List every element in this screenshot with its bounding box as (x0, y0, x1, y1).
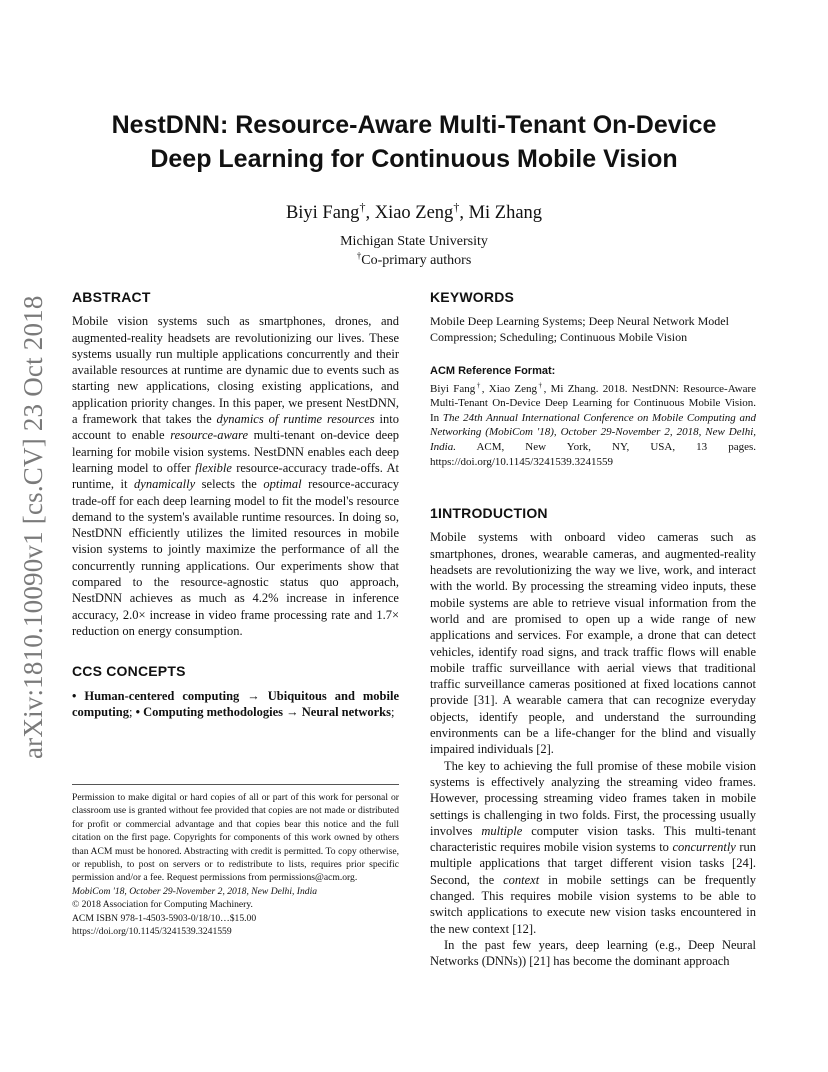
intro-paragraph-3: In the past few years, deep learning (e.g., Deep Neural Networks (DNNs)) [21] has become the dominant approach (430, 937, 756, 969)
acm-reference (430, 363, 756, 469)
introduction-section (430, 505, 756, 969)
keywords-heading: KEYWORDS (430, 289, 515, 305)
title-line-1: NestDNN: Resource-Aware Multi-Tenant On-Device (111, 111, 717, 139)
coprimary-text: Co-primary authors (361, 253, 472, 268)
copyright-line: © 2018 Association for Computing Machinery. (72, 899, 253, 911)
venue-line: MobiCom '18, October 29-November 2, 2018, New Delhi, India (72, 885, 318, 897)
acm-reference-text: Biyi Fang†, Xiao Zeng†, Mi Zhang. 2018. NestDNN: Resource-Aware Multi-Tenant On-Device Deep Learning for Continuous Mobile Vision. In The 24th Annual International Conference on Mobile Computing and Networking (MobiCom '18), October 29-November 2, 2018, New Delhi, India. ACM, New York, NY, USA, 13 pages. https://doi.org/10.1145/3241539.3241559 (430, 380, 757, 468)
abstract-heading: ABSTRACT (72, 289, 151, 305)
introduction-heading: 1INTRODUCTION (430, 505, 548, 522)
left-column (72, 289, 399, 720)
right-column (430, 289, 756, 969)
affiliation-block (0, 232, 828, 270)
abstract-text: Mobile vision systems such as smartphones, drones, and augmented-reality headsets are revolutionizing our lives. These systems usually run multiple applications concurrently and their available resources at runtime are dynamic due to events such as starting new applications, closing existing applications, and application priority changes. In this paper, we present NestDNN, a framework that takes the dynamics of runtime resources into account to enable resource-aware multi-tenant on-device deep learning for mobile vision systems. NestDNN enables each deep learning model to offer flexible resource-accuracy trade-offs. At runtime, it dynamically selects the optimal resource-accuracy trade-off for each deep learning model to fit the model's resource demand to the system's available runtime resources. In doing so, NestDNN efficiently utilizes the limited resources in mobile vision systems to jointly maximize the performance of all the concurrently running applications. Our experiments show that compared to the resource-agnostic status quo approach, NestDNN achieves as much as 4.2% increase in inference accuracy, 2.0× increase in video frame processing rate and 1.7× reduction on energy consumption. (72, 314, 400, 638)
coprimary-mark: † (356, 250, 362, 261)
author-separator: , (365, 203, 375, 223)
paper-title (60, 108, 768, 176)
author-mark: † (453, 199, 460, 214)
author-list (0, 199, 828, 224)
ccs-heading: CCS CONCEPTS (72, 663, 186, 680)
author-mark: † (359, 199, 366, 214)
permission-text: Permission to make digital or hard copies of all or part of this work for personal or classroom use is granted without fee provided that copies are not made or distributed for profit or commercial advantage and that copies bear this notice and the full citation on the first page. Copyrights for components of this work owned by others than ACM must be honored. Abstracting with credit is permitted. To copy otherwise, or republish, to post on servers or to redistribute to lists, requires prior specific permission and/or a fee. Request permissions from permissions@acm.org. (72, 792, 399, 884)
intro-paragraph-1: Mobile systems with onboard video cameras such as smartphones, drones, wearable cameras, and augmented-reality headsets are revolutionizing the way we live, work, and interact with the world. By processing the streaming video inputs, these mobile systems are able to retrieve visual information from the world and are promised to open up a wide range of new applications and services. For example, a drone that can detect vehicles, identify road signs, and track traffic flows will enable mobile traffic surveillance with aerial views that traditional traffic surveillance cameras positioned at fixed locations cannot provide [31]. A wearable camera that can recognize everyday objects, identify people, and understand the surrounding environments can be a life-changer for the blind and visually impaired individuals [2]. (430, 530, 756, 757)
isbn-line: ACM ISBN 978-1-4503-5903-0/18/10…$15.00 (72, 912, 257, 924)
affiliation: Michigan State University (340, 234, 488, 249)
acm-reference-heading: ACM Reference Format: (430, 365, 556, 378)
author-name: Biyi Fang (285, 203, 360, 223)
coprimary-note (0, 251, 828, 270)
title-line-2: Deep Learning for Continuous Mobile Vision (150, 145, 678, 173)
intro-paragraph-2: The key to achieving the full promise of these mobile vision systems is effectively analyzing the streaming video frames. However, processing streaming video frames taken in mobile settings is challenging in two folds. First, the processing usually involves multiple computer vision tasks. This multi-tenant characteristic requires mobile vision systems to concurrently run multiple applications that target different vision tasks [24]. Second, the context in mobile settings can be frequently changed. This requires mobile vision systems to be able to switch applications to execute new vision tasks encountered in the new context [12]. (430, 758, 757, 936)
ccs-section (72, 663, 399, 720)
ccs-text: • Human-centered computing → Ubiquitous and mobile computing; • Computing methodologies → Neural networks; (72, 688, 399, 719)
doi-line: https://doi.org/10.1145/3241539.3241559 (72, 926, 232, 938)
author-separator: , (459, 203, 469, 223)
author-name: Xiao Zeng (374, 203, 454, 223)
permission-footnote (72, 784, 399, 938)
author-name: Mi Zhang (468, 203, 543, 223)
keywords-text: Mobile Deep Learning Systems; Deep Neural Network Model Compression; Scheduling; Continuous Mobile Vision (430, 314, 729, 345)
arxiv-stamp: arXiv:1810.10090v1 [cs.CV] 23 Oct 2018 (18, 295, 48, 759)
